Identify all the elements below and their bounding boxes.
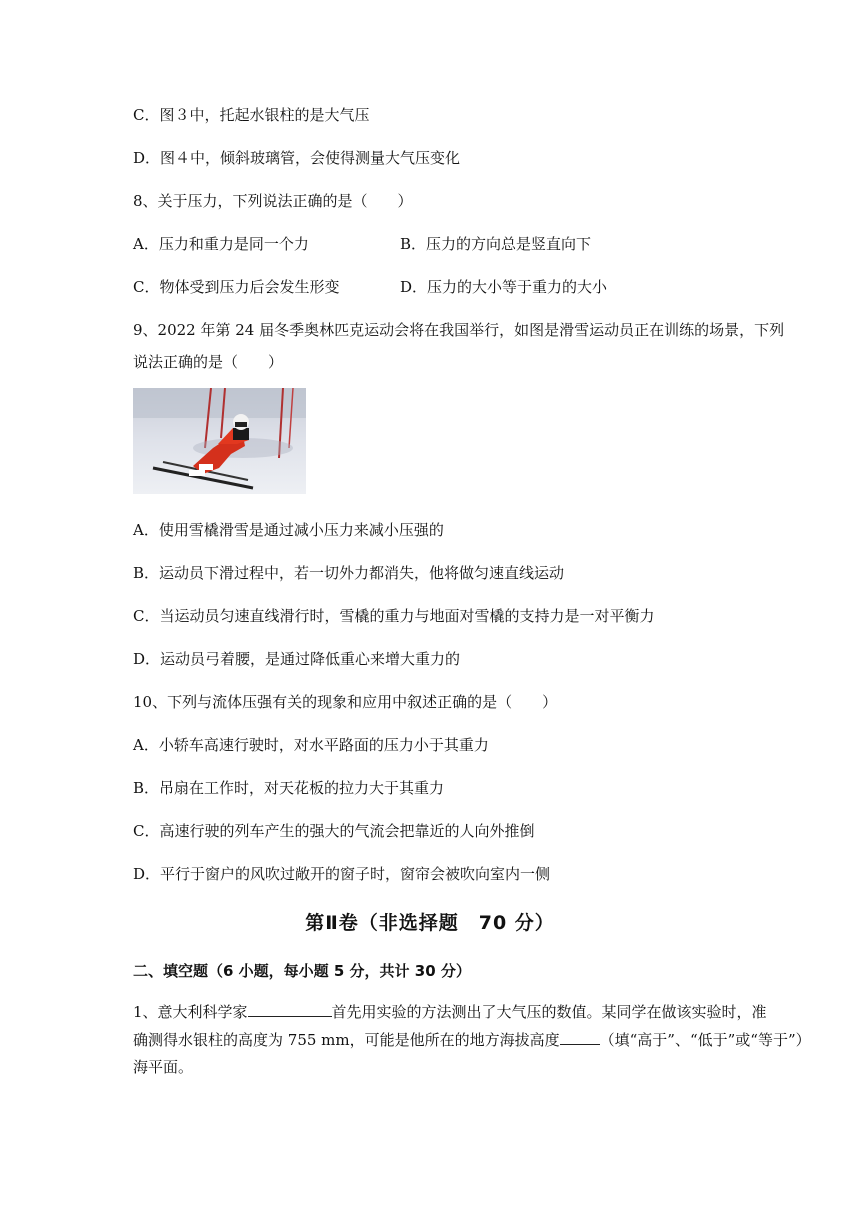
q10-option-b: B．吊扇在工作时，对天花板的拉力大于其重力 — [133, 779, 445, 797]
q9-stem-line2: 说法正确的是（ ） — [133, 353, 284, 371]
q8-option-a: A．压力和重力是同一个力 — [133, 235, 309, 253]
q10-option-a: A．小轿车高速行驶时，对水平路面的压力小于其重力 — [133, 736, 489, 754]
q8-option-b: B．压力的方向总是竖直向下 — [400, 235, 592, 253]
q9-option-a: A．使用雪橇滑雪是通过减小压力来减小压强的 — [133, 521, 444, 539]
q10-option-d: D．平行于窗户的风吹过敞开的窗子时，窗帘会被吹向室内一侧 — [133, 865, 551, 883]
fill-q1-line2: 确测得水银柱的高度为 755 mm，可能是他所在的地方海拔高度 （填“高于”、“低于”或“等于”） — [133, 1031, 811, 1049]
q9-option-b: B．运动员下滑过程中，若一切外力都消失，他将做匀速直线运动 — [133, 564, 565, 582]
answer-blank-1[interactable] — [248, 1001, 332, 1017]
q9-stem-line1: 9、2022 年第 24 届冬季奥林匹克运动会将在我国举行，如图是滑雪运动员正在训练的场景，下列 — [133, 321, 785, 339]
q10-stem: 10、下列与流体压强有关的现象和应用中叙述正确的是（ ） — [133, 693, 558, 711]
q8-option-d: D．压力的大小等于重力的大小 — [400, 278, 608, 296]
section-2-title: 第Ⅱ卷（非选择题 70 分） — [305, 912, 555, 934]
skier-photo — [133, 388, 306, 494]
q8-option-c: C．物体受到压力后会发生形变 — [133, 278, 340, 296]
q7-option-c: C．图３中，托起水银柱的是大气压 — [133, 106, 370, 124]
q10-option-c: C．高速行驶的列车产生的强大的气流会把靠近的人向外推倒 — [133, 822, 535, 840]
fill-q1-line3: 海平面。 — [133, 1058, 194, 1076]
answer-blank-2[interactable] — [560, 1029, 600, 1045]
q9-option-c: C．当运动员匀速直线滑行时，雪橇的重力与地面对雪橇的支持力是一对平衡力 — [133, 607, 655, 625]
fill-q1-line1: 1、意大利科学家 首先用实验的方法测出了大气压的数值。某同学在做该实验时，准 — [133, 1003, 767, 1021]
q7-option-d: D．图４中，倾斜玻璃管，会使得测量大气压变化 — [133, 149, 461, 167]
q9-option-d: D．运动员弓着腰，是通过降低重心来增大重力的 — [133, 650, 461, 668]
fill-in-heading: 二、填空题（6 小题，每小题 5 分，共计 30 分） — [133, 962, 471, 980]
q8-stem: 8、关于压力，下列说法正确的是（ ） — [133, 192, 413, 210]
